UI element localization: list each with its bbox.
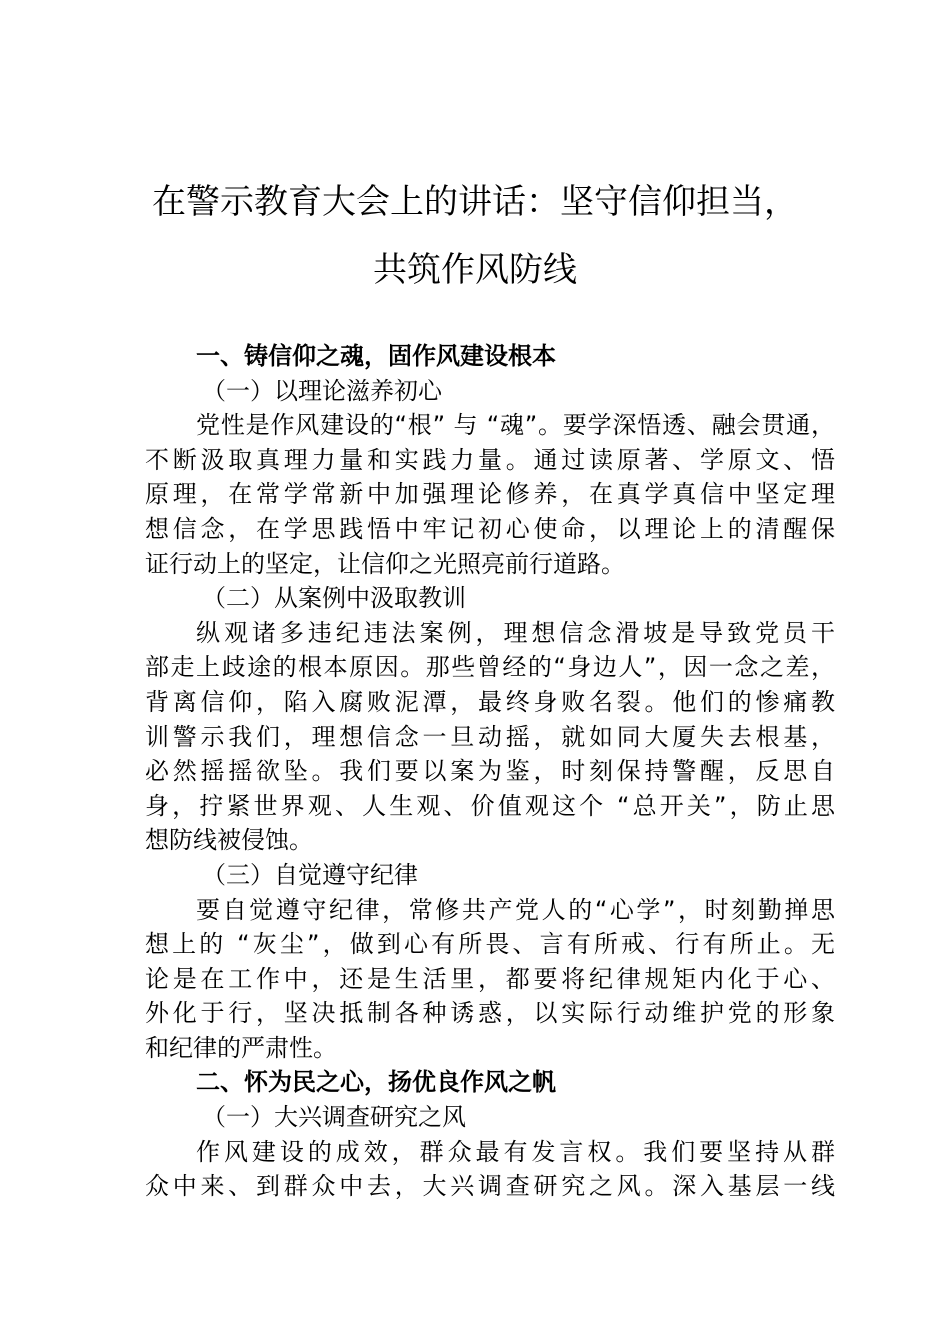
paragraph-line: 背离信仰，陷入腐败泥潭，最终身败名裂。他们的惨痛教 (145, 687, 835, 716)
paragraph-line: 想信念，在学思践悟中牢记初心使命，以理论上的清醒保 (145, 514, 835, 543)
subsection-heading: （一）大兴调查研究之风 (202, 1103, 466, 1132)
paragraph-line: 众中来、到群众中去，大兴调查研究之风。深入基层一线 (145, 1172, 835, 1201)
paragraph-line: 想上的 “灰尘”，做到心有所畏、言有所戒、行有所止。无 (145, 930, 835, 959)
subsection-heading: （三）自觉遵守纪律 (202, 860, 418, 889)
document-title-line-2: 共筑作风防线 (373, 250, 577, 290)
paragraph-line: 作风建设的成效，群众最有发言权。我们要坚持从群 (196, 1137, 835, 1166)
paragraph-line: 和纪律的严肃性。 (145, 1033, 337, 1062)
paragraph-line: 证行动上的坚定，让信仰之光照亮前行道路。 (145, 549, 625, 578)
paragraph-line: 纵观诸多违纪违法案例，理想信念滑坡是导致党员干 (196, 618, 835, 647)
paragraph-line: 想防线被侵蚀。 (145, 826, 313, 855)
paragraph-line: 原理，在常学常新中加强理论修养，在真学真信中坚定理 (145, 480, 835, 509)
paragraph-line: 要自觉遵守纪律，常修共产党人的“心学”，时刻勤掸思 (196, 895, 835, 924)
subsection-heading: （一）以理论滋养初心 (202, 376, 442, 405)
paragraph-line: 外化于行，坚决抵制各种诱惑，以实际行动维护党的形象 (145, 999, 835, 1028)
document-body (145, 339, 835, 1204)
section-heading: 二、怀为民之心，扬优良作风之帆 (196, 1068, 556, 1097)
subsection-heading: （二）从案例中汲取教训 (202, 584, 466, 613)
paragraph-line: 必然摇摇欲坠。我们要以案为鉴，时刻保持警醒，反思自 (145, 757, 835, 786)
paragraph-line: 不断汲取真理力量和实践力量。通过读原著、学原文、悟 (145, 445, 835, 474)
paragraph-line: 训警示我们，理想信念一旦动摇，就如同大厦失去根基， (145, 722, 835, 751)
document-title-line-1: 在警示教育大会上的讲话：坚守信仰担当， (152, 182, 798, 222)
paragraph-line: 论是在工作中，还是生活里，都要将纪律规矩内化于心、 (145, 964, 835, 993)
paragraph-line: 部走上歧途的根本原因。那些曾经的“身边人”，因一念之差， (145, 653, 835, 682)
paragraph-line: 党性是作风建设的“根” 与 “魂”。要学深悟透、融会贯通， (196, 411, 835, 440)
section-heading: 一、铸信仰之魂，固作风建设根本 (196, 342, 556, 370)
paragraph-line: 身，拧紧世界观、人生观、价值观这个 “总开关”，防止思 (145, 791, 835, 820)
